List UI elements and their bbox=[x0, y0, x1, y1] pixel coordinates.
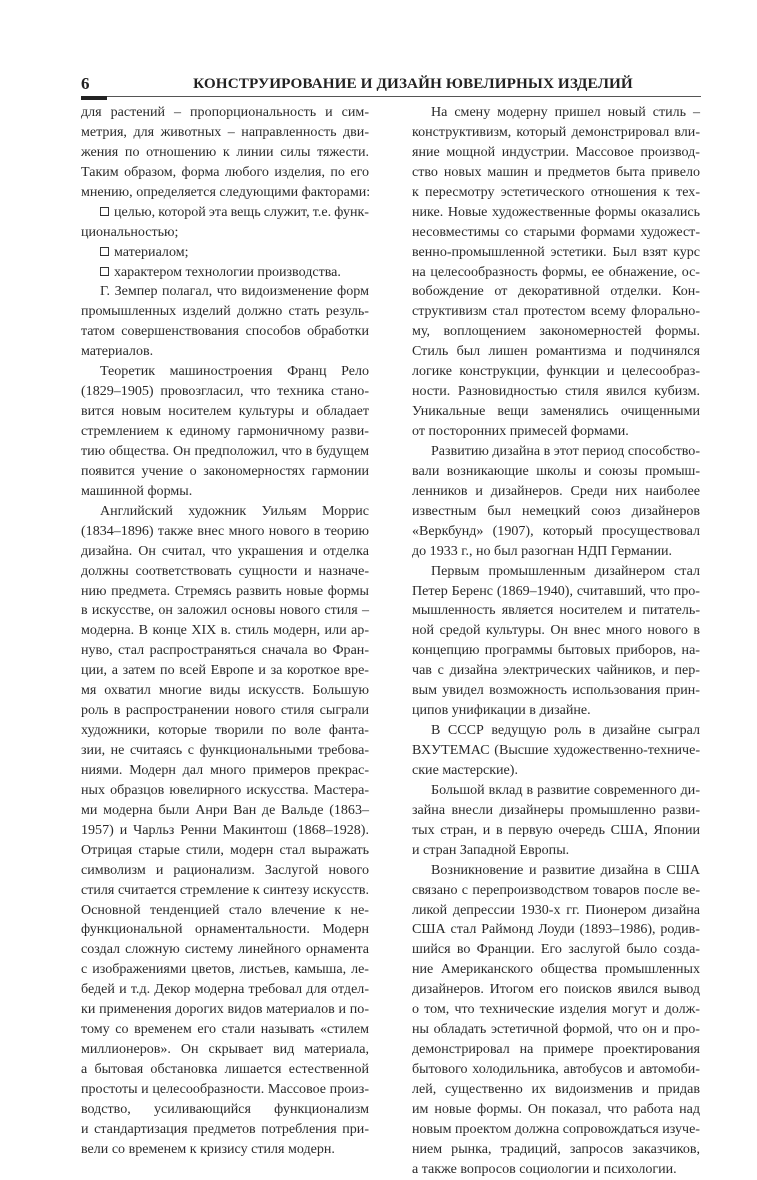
text-line bbox=[81, 103, 369, 123]
text-line-content: функциональной орнаментальности. Модерн bbox=[81, 921, 369, 938]
text-line-content: тию общества. Он предположил, что в будущем bbox=[81, 442, 369, 459]
text-line-content: от посторонних примесей формами. bbox=[412, 423, 629, 439]
text-line-content: простоты и целесообразности. Массовое произ- bbox=[81, 1080, 369, 1097]
text-line bbox=[81, 1140, 369, 1160]
text-line-content: зии, не считаясь с функциональными требова- bbox=[81, 742, 369, 758]
text-line bbox=[81, 781, 369, 801]
text-line bbox=[412, 243, 700, 263]
text-line bbox=[81, 402, 369, 422]
text-line-content: в искусстве, он заложил основы нового стиля – bbox=[81, 602, 369, 619]
text-line-content: о том, что технические изделия могут и долж- bbox=[412, 1001, 700, 1018]
text-line bbox=[81, 562, 369, 582]
text-line bbox=[412, 442, 700, 462]
text-line bbox=[81, 1020, 369, 1040]
text-line bbox=[412, 621, 700, 641]
text-line-content: роль в распространении нового стиля сыграли bbox=[81, 702, 369, 719]
text-line bbox=[81, 502, 369, 522]
text-line bbox=[81, 422, 369, 442]
text-line-content: промышленных изделий должно стать резуль- bbox=[81, 303, 369, 320]
text-line bbox=[412, 103, 700, 123]
text-line-content: ной средой культуры. Он внес много нового в bbox=[412, 622, 700, 639]
text-line bbox=[412, 322, 700, 342]
text-line-content: художники, которые творили по воле фанта- bbox=[81, 722, 369, 739]
text-line-content: демонстрировал на примере проектирования bbox=[412, 1041, 700, 1058]
text-line bbox=[412, 920, 700, 940]
text-line bbox=[81, 322, 369, 342]
text-line-content: Большой вклад в развитие современного ди- bbox=[431, 781, 700, 798]
text-line-content: тому со временем его стали называть «стилем bbox=[81, 1021, 369, 1038]
text-line bbox=[81, 940, 369, 960]
right-column bbox=[412, 103, 700, 1180]
text-line-content: 1957) и Чарльз Ренни Макинтош (1868–1928). bbox=[81, 821, 369, 838]
text-line-content: ности. Разновидностью стиля явился кубизм. bbox=[412, 383, 700, 400]
text-line-content: Возникновение и развитие дизайна в США bbox=[431, 861, 700, 878]
text-line bbox=[412, 1120, 700, 1140]
text-line bbox=[412, 143, 700, 163]
text-line-content: нике. Новые художественные формы оказались bbox=[412, 203, 700, 220]
text-line bbox=[412, 801, 700, 821]
text-line bbox=[412, 462, 700, 482]
text-line-content: модерна. В конце XIX в. стиль модерн, или ар- bbox=[81, 622, 369, 639]
text-line-content: ские мастерские). bbox=[412, 761, 518, 778]
text-line bbox=[412, 980, 700, 1000]
text-line-content: венно-промышленной эстетики. Был взят курс bbox=[412, 243, 700, 260]
text-line bbox=[412, 203, 700, 223]
text-line-content: стиля считается стремление к синтезу искусств. bbox=[81, 881, 369, 898]
text-line bbox=[412, 163, 700, 183]
text-line bbox=[81, 701, 369, 721]
text-line bbox=[412, 861, 700, 881]
text-line bbox=[81, 582, 369, 602]
text-line-content: мышленность является носителем и питатель- bbox=[412, 602, 700, 619]
text-line bbox=[412, 761, 700, 781]
text-line-content: тых стран, и в первую очередь США, Японии bbox=[412, 821, 700, 838]
text-line bbox=[412, 1060, 700, 1080]
text-line-content: лей, существенно их видоизменив и придав bbox=[412, 1080, 700, 1097]
text-line-content: им новые формы. Он показал, что работа над bbox=[412, 1100, 700, 1117]
bullet-list-item bbox=[81, 203, 369, 223]
text-line-content: к пересмотру эстетического отношения к тех- bbox=[412, 183, 700, 200]
text-line-content: а бытовая обстановка лишается естественной bbox=[81, 1061, 369, 1077]
text-line-content: связано с перепроизводством товаров после ве- bbox=[412, 881, 700, 898]
text-line bbox=[412, 841, 700, 861]
text-line-content: (1829–1905) провозгласил, что техника стано- bbox=[81, 383, 369, 400]
text-line-content: ции, а затем по всей Европе и за короткое вре- bbox=[81, 662, 369, 679]
text-line-content: создал сложную систему линейного орнамента bbox=[81, 941, 369, 958]
text-line bbox=[412, 223, 700, 243]
text-line bbox=[412, 382, 700, 402]
text-line bbox=[81, 621, 369, 641]
text-line bbox=[81, 342, 369, 362]
text-line-content: ниями. Модерн дал много примеров прекрас- bbox=[81, 761, 369, 778]
text-line bbox=[81, 522, 369, 542]
text-line bbox=[81, 601, 369, 621]
text-line bbox=[81, 223, 369, 243]
text-line bbox=[81, 302, 369, 322]
text-line bbox=[81, 881, 369, 901]
text-line bbox=[412, 562, 700, 582]
text-line bbox=[412, 821, 700, 841]
text-line-content: мнению, определяется следующими факторами: bbox=[81, 183, 371, 200]
text-line bbox=[412, 302, 700, 322]
text-line-content: концепцию программы бытовых приборов, на- bbox=[412, 642, 700, 659]
text-line bbox=[412, 1100, 700, 1120]
text-line bbox=[81, 183, 369, 203]
text-line-content: машинной формы. bbox=[81, 482, 193, 499]
text-line-content: дизайна. Он считал, что украшения и отделка bbox=[81, 542, 369, 559]
text-line bbox=[81, 681, 369, 701]
text-line bbox=[412, 681, 700, 701]
text-line bbox=[412, 183, 700, 203]
header-rule bbox=[81, 96, 701, 97]
text-line-content: новым проектом должна сопровождаться изуче- bbox=[412, 1120, 700, 1137]
text-line bbox=[412, 1000, 700, 1020]
text-line bbox=[412, 522, 700, 542]
text-line bbox=[412, 1040, 700, 1060]
text-line-content: На смену модерну пришел новый стиль – bbox=[431, 104, 700, 120]
checkbox-bullet-icon bbox=[100, 207, 109, 216]
running-title: КОНСТРУИРОВАНИЕ И ДИЗАЙН ЮВЕЛИРНЫХ ИЗДЕЛИЙ bbox=[193, 75, 633, 92]
text-line-content: и стандартизация предметов потребления при- bbox=[81, 1120, 369, 1137]
text-line-content: ми модерна были Анри Ван де Вальде (1863– bbox=[81, 801, 369, 818]
text-line-content: характером технологии производства. bbox=[114, 263, 341, 280]
text-line bbox=[412, 362, 700, 382]
text-line bbox=[81, 801, 369, 821]
text-line bbox=[81, 1080, 369, 1100]
text-line-content: ленников и дизайнеров. Среди них наиболее bbox=[412, 482, 700, 499]
text-line bbox=[412, 641, 700, 661]
text-line bbox=[412, 1020, 700, 1040]
text-line-content: метрия, для животных – направленность дви- bbox=[81, 123, 369, 140]
text-line bbox=[412, 701, 700, 721]
text-line bbox=[81, 861, 369, 881]
text-line bbox=[81, 123, 369, 143]
text-line bbox=[81, 920, 369, 940]
text-line-content: жения по отношению к линии силы тяжести. bbox=[81, 143, 369, 160]
text-line bbox=[412, 582, 700, 602]
text-line bbox=[81, 641, 369, 661]
text-line bbox=[81, 980, 369, 1000]
text-line bbox=[412, 901, 700, 921]
text-line bbox=[81, 1120, 369, 1140]
text-line-content: Отрицая старые стили, модерн стал выражать bbox=[81, 841, 369, 858]
text-line-content: Стиль был лишен романтизма и подчинялся bbox=[412, 343, 700, 360]
text-line-content: дизайнеров. Итогом его поисков явился вывод bbox=[412, 981, 700, 998]
text-line bbox=[412, 422, 700, 442]
text-line-content: конструктивизм, который демонстрировал вли- bbox=[412, 123, 700, 140]
text-line-content: В СССР ведущую роль в дизайне сыграл bbox=[431, 722, 700, 739]
text-line bbox=[412, 123, 700, 143]
text-line bbox=[412, 960, 700, 980]
text-line bbox=[412, 881, 700, 901]
text-line bbox=[412, 1080, 700, 1100]
text-line-content: ки применения дорогих видов материалов и по- bbox=[81, 1001, 369, 1018]
text-line-content: должны соответствовать сущности и назначе- bbox=[81, 562, 369, 579]
text-line-content: а также вопросов социологии и психологии. bbox=[412, 1160, 677, 1177]
text-line-content: до 1933 г., но был разогнан НДП Германии. bbox=[412, 542, 673, 559]
text-line bbox=[412, 741, 700, 761]
text-line-content: вели со временем к кризису стиля модерн. bbox=[81, 1140, 335, 1157]
text-line bbox=[412, 342, 700, 362]
text-line bbox=[412, 601, 700, 621]
text-line-content: ликой депрессии 1930-х гг. Пионером дизайна bbox=[412, 901, 700, 918]
text-line-content: нуво, стал распространяться сначала во Фран- bbox=[81, 642, 369, 659]
text-line-content: символизм и рационализм. Заслугой нового bbox=[81, 861, 369, 878]
text-line-content: на целесообразность формы, ее обнажение, ос- bbox=[412, 263, 700, 280]
text-line-content: нию предмета. Стремясь развить новые формы bbox=[81, 582, 369, 599]
text-line bbox=[81, 163, 369, 183]
text-line bbox=[412, 402, 700, 422]
text-line bbox=[81, 1000, 369, 1020]
bullet-list-item bbox=[81, 263, 369, 283]
text-line-content: татом совершенствования способов обработки bbox=[81, 323, 369, 340]
text-line bbox=[412, 1160, 700, 1180]
text-line-content: вится новым носителем культуры и обладает bbox=[81, 403, 369, 420]
text-line bbox=[81, 1100, 369, 1120]
text-line-content: ны обладать эстетичной формой, что он и про- bbox=[412, 1021, 700, 1038]
text-line-content: появится учение о закономерностях гармонии bbox=[81, 462, 369, 479]
checkbox-bullet-icon bbox=[100, 267, 109, 276]
text-line bbox=[81, 143, 369, 163]
text-line-content: с изображениями цветов, листьев, камыша, ле- bbox=[81, 961, 369, 978]
text-line-content: целью, которой эта вещь служит, т.е. функ- bbox=[114, 203, 369, 220]
text-line bbox=[412, 781, 700, 801]
text-line bbox=[81, 721, 369, 741]
text-line-content: известным был немецкий союз дизайнеров bbox=[412, 502, 700, 519]
text-line-content: Основной тенденцией стало влечение к не- bbox=[81, 901, 369, 918]
text-line bbox=[81, 462, 369, 482]
text-line bbox=[81, 382, 369, 402]
text-line bbox=[81, 821, 369, 841]
text-line-content: зайна внесли дизайнеры промышленно разви- bbox=[412, 801, 700, 818]
text-line-content: логике конструкции, функции и целесообраз- bbox=[412, 363, 700, 380]
text-line bbox=[81, 841, 369, 861]
text-line bbox=[412, 282, 700, 302]
text-line bbox=[81, 761, 369, 781]
text-line-content: и стран Западной Европы. bbox=[412, 841, 570, 858]
text-line bbox=[81, 1040, 369, 1060]
text-line-content: вым увидел возможность использования прин- bbox=[412, 682, 700, 699]
text-line-content: му, воплощением закономерностей формы. bbox=[412, 323, 700, 340]
text-line bbox=[81, 661, 369, 681]
text-line-content: ние Американского общества промышленных bbox=[412, 961, 700, 978]
text-line-content: материалом; bbox=[114, 243, 189, 260]
text-line bbox=[81, 362, 369, 382]
text-line-content: циональностью; bbox=[81, 223, 179, 240]
text-line-content: Английский художник Уильям Моррис bbox=[100, 502, 369, 519]
text-line-content: стремлением к единому гармоничному разви- bbox=[81, 423, 369, 439]
text-line-content: бедей и т.д. Декор модерна требовал для отдел- bbox=[81, 981, 369, 998]
text-line-content: Уникальные вещи заменялись очищенными bbox=[412, 403, 700, 420]
text-line-content: Таким образом, форма любого изделия, по его bbox=[81, 163, 369, 180]
text-line-content: яние мощной индустрии. Массовое производ- bbox=[412, 143, 700, 160]
text-line-content: структивизм стал протестом всему флорально- bbox=[412, 303, 700, 320]
text-line bbox=[412, 721, 700, 741]
bullet-list-item bbox=[81, 243, 369, 263]
text-line-content: вобождение от декоративной отделки. Кон- bbox=[412, 283, 700, 300]
text-line bbox=[81, 1060, 369, 1080]
text-line-content: мя охватил многие виды искусств. Большую bbox=[81, 682, 369, 699]
text-line-content: материалов. bbox=[81, 343, 154, 360]
text-line bbox=[81, 901, 369, 921]
page-header bbox=[81, 72, 701, 96]
text-line-content: миллионеров». Он скрывает вид материала, bbox=[81, 1041, 369, 1058]
text-line-content: нием рынка, традиций, запросов заказчиков, bbox=[412, 1140, 700, 1157]
text-line-content: Петер Беренс (1869–1940), считавший, что про- bbox=[412, 582, 700, 599]
text-line-content: для растений – пропорциональность и сим- bbox=[81, 104, 369, 120]
text-line-content: ство новых машин и предметов быта привело bbox=[412, 163, 700, 180]
text-line-content: ципов унификации в дизайне. bbox=[412, 702, 591, 719]
text-line-content: «Веркбунд» (1907), который просуществовал bbox=[412, 522, 700, 539]
text-line-content: Развитию дизайна в этот период способство- bbox=[431, 442, 700, 459]
text-line bbox=[412, 482, 700, 502]
text-line-content: шийся во Франции. Его заслугой было созда- bbox=[412, 941, 700, 958]
page-number: 6 bbox=[81, 74, 90, 93]
text-line bbox=[81, 542, 369, 562]
text-line-content: Г. Земпер полагал, что видоизменение форм bbox=[100, 283, 369, 300]
page-number-bar bbox=[81, 96, 107, 100]
text-line-content: чав с дизайна электрических чайников, и пер- bbox=[412, 662, 700, 679]
text-line-content: ных образцов ювелирного искусства. Мастера- bbox=[81, 781, 369, 798]
text-line-content: несовместимы со старыми формами художест- bbox=[412, 223, 700, 240]
text-line-content: США стал Раймонд Лоуди (1893–1986), родив- bbox=[412, 921, 700, 938]
text-line bbox=[81, 960, 369, 980]
text-line bbox=[81, 741, 369, 761]
text-line bbox=[412, 661, 700, 681]
text-line bbox=[81, 482, 369, 502]
text-line-content: Теоретик машиностроения Франц Рело bbox=[100, 363, 369, 380]
text-line-content: Первым промышленным дизайнером стал bbox=[431, 562, 700, 579]
text-line bbox=[81, 282, 369, 302]
text-line bbox=[412, 542, 700, 562]
text-line-content: вали возникающие школы и союзы промыш- bbox=[412, 462, 700, 479]
text-line-content: бытового холодильника, автобусов и автомоби- bbox=[412, 1061, 700, 1077]
checkbox-bullet-icon bbox=[100, 247, 109, 256]
text-line-content: водство, усиливающийся функционализм bbox=[81, 1100, 369, 1117]
text-line-content: (1834–1896) также внес много нового в теорию bbox=[81, 522, 369, 539]
text-line bbox=[81, 442, 369, 462]
text-line bbox=[412, 1140, 700, 1160]
left-column bbox=[81, 103, 369, 1160]
text-line bbox=[412, 940, 700, 960]
text-line bbox=[412, 263, 700, 283]
text-line-content: ВХУТЕМАС (Высшие художественно-техниче- bbox=[412, 742, 700, 758]
text-line bbox=[412, 502, 700, 522]
